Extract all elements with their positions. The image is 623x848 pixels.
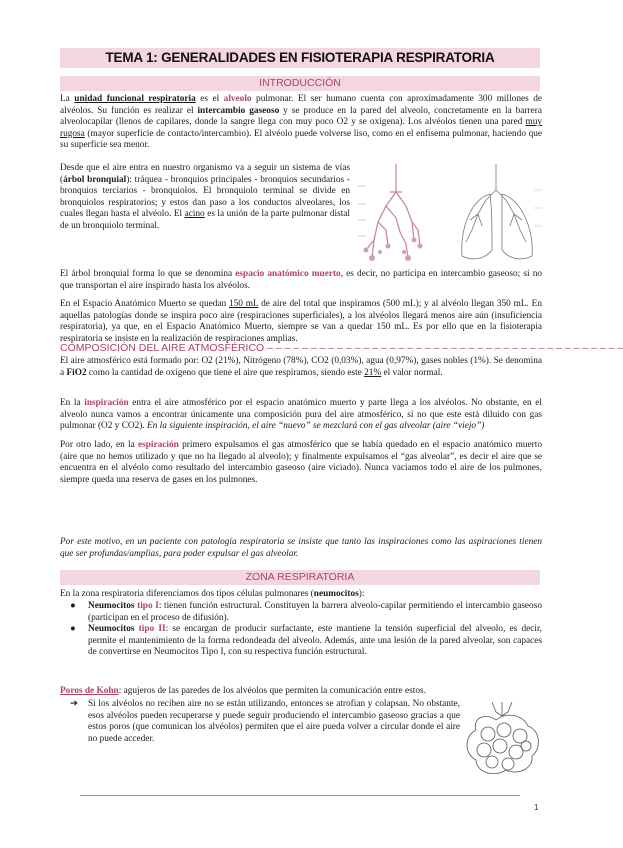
paragraph-volumenes xyxy=(60,299,542,345)
lungs-figure xyxy=(452,160,544,268)
section-heading-aire-label: COMPOSICIÓN DEL AIRE ATMOSFÉRICO xyxy=(60,342,265,354)
paragraph-poros-kohn xyxy=(60,686,542,698)
text-run: Neumocitos xyxy=(88,601,138,611)
paragraph-arbol-bronquial xyxy=(60,163,350,233)
text-run: es la unión de la parte pulmonar distal de un bronquiolo terminal. xyxy=(60,209,351,231)
text-run: La xyxy=(60,94,75,104)
bullet-dot: ● xyxy=(70,601,76,611)
text-run: El aire atmosférico está formado por: O2 (21%), Nitrógeno (78%), CO2 (0,03%), agua (0,97%), gases nobles (1%). Se denomina a xyxy=(60,356,542,378)
section-heading-aire-atmosferico: COMPOSICIÓN DEL AIRE ATMOSFÉRICO – – – – – – – – – – – – – – – – – – – – – – – – – – – – – – – – – – – – – – – – – xyxy=(60,342,623,354)
text-run: tipo I xyxy=(137,601,159,611)
paragraph-composicion xyxy=(60,356,542,379)
text-run: Neumocitos xyxy=(88,624,139,635)
list-item-neumocito-tipo-1 xyxy=(70,601,542,624)
text-run: primero expulsamos el gas atmosférico que se había quedado en el espacio anatómico muerto (aire que no hemos utilizado y que no ha llegado al alveolo); y finalmente expulsamos el “gas alveolar”, es decir el aire que se encuentra en el alvéolo como resultado del intercambio gaseoso (aire viciado). Nunca vaciamos todo el aire de los pulmones, siempre queda una reserva de gases en los pulmones. xyxy=(60,440,542,485)
list-item-poros xyxy=(70,699,460,745)
text-run: En la siguiente inspiración, el aire “nuevo” se mezclará con el gas alveolar (aire “viejo”) xyxy=(147,421,485,432)
neumocitos-list xyxy=(60,601,542,659)
alveoli-figure xyxy=(462,700,544,778)
text-run: acino xyxy=(184,209,205,220)
text-run: ): tráquea - bronquios principales - bronquios secundarios - bronquios terciarios - bronquiolos. El bronquiolo terminal se divide en bronquiolos respiratorios; y estos dan paso a los conductos alveolares, los cuales llegan hasta el alvéolo. El xyxy=(60,174,351,220)
bronchial-tree-figure xyxy=(356,160,446,268)
paragraph-motivo xyxy=(60,537,542,560)
paragraph-espiracion xyxy=(60,440,542,486)
paragraph-inspiracion xyxy=(60,398,542,433)
text-run: : agujeros de las paredes de los alvéolos que permiten la comunicación entre estos. xyxy=(118,686,426,696)
text-run: inspiración xyxy=(84,398,129,408)
text-run: unidad funcional respiratoria xyxy=(74,94,196,104)
bullet-dot: ● xyxy=(70,624,76,635)
text-run: muy rugosa xyxy=(60,117,542,139)
poros-list xyxy=(60,699,460,745)
text-run: el valor normal. xyxy=(381,367,443,378)
text-run: : tienen función estructural. Constituyen la barrera alveolo-capilar permitiendo el intercambio gaseoso (participan en el proceso de difusión). xyxy=(88,601,542,623)
text-run: : se encargan de producir surfactante, este mantiene la tensión superficial del alveolo, es decir, permite el mantenimiento de la forma redondeada del alveolo. Además, ante una lesión de la pared alveolar, son capaces de convertirse en Neumocitos Tipo I, con su respectiva función estructural. xyxy=(88,624,542,658)
text-run: como la cantidad de oxígeno que tiene el aire que respiramos, siendo este xyxy=(86,367,365,378)
text-run: Por otro lado, en la xyxy=(60,440,139,450)
text-run: espiración xyxy=(138,440,179,450)
text-run: 21% xyxy=(364,367,382,378)
text-run: Poros de Kohn xyxy=(60,686,119,696)
text-run: tipo II xyxy=(138,624,166,635)
list-item-neumocito-tipo-2 xyxy=(70,624,542,659)
text-run: Si los alvéolos no reciben aire no se están utilizando, entonces se atrofian y colapsan. No obstante, esos alvéolos pueden recuperarse y puede seguir produciendo el intercambio gaseoso gracias a que estos poros (que comunican los alvéolos) permiten que el aire pueda volver a circular donde el aire no puede acceder. xyxy=(88,699,460,744)
text-run: ): xyxy=(358,589,365,599)
text-run: En la xyxy=(60,398,85,408)
text-run: neumocitos xyxy=(313,589,359,599)
text-run: entra el aire atmosférico por el espacio anatómico muerto y parte llega a los alvéolos. No obstante, en el alveolo nunca vamos a encontrar únicamente una composición pura del aire atmosférico, si no que este está diluido con gas pulmonar (O2 y CO2). xyxy=(60,398,543,432)
page-number: 1 xyxy=(534,803,539,812)
section-heading-introduccion: INTRODUCCIÓN xyxy=(60,76,540,91)
list-item-text xyxy=(88,601,542,623)
bullet-arrow: ➔ xyxy=(70,699,78,709)
text-run: y se produce en la pared del alveolo, concretamente en la barrera alveolocapilar (llenos de capilares, donde la sangre llega con muy poco O2 y se oxigena). Los alvéolos tienen una pared xyxy=(60,105,542,128)
list-item-text xyxy=(88,699,460,744)
text-run: , es decir, no participa en intercambio gaseoso; si no que transportan el aire inspirado hasta los alvéolos. xyxy=(60,269,542,291)
paragraph-unidad-funcional xyxy=(60,94,542,152)
text-run: espacio anatómico muerto xyxy=(235,269,341,279)
text-run: En la zona respiratoria diferenciamos dos tipos células pulmonares ( xyxy=(60,589,314,599)
text-run: alveolo xyxy=(223,94,252,104)
text-run: En el Espacio Anatómico Muerto se quedan xyxy=(60,299,229,309)
text-run: (mayor superficie de contacto/intercambio). El alvéolo puede volverse liso, como en el enfisema pulmonar, haciendo que su superficie sea menor. xyxy=(60,128,542,151)
section-heading-zona-respiratoria: ZONA RESPIRATORIA xyxy=(60,570,540,585)
text-run: es el xyxy=(195,94,224,104)
text-run: Por este motivo, en un paciente con patología respiratoria se insiste que tanto las inspiraciones como las aspiraciones tienen que ser profundas/amplias, para poder expulsar el gas alveolar. xyxy=(60,537,542,559)
text-run: intercambio gaseoso xyxy=(197,105,280,116)
text-run: pulmonar. El ser humano cuenta con aproximadamente 300 millones de alvéolos. Su función es realizar el xyxy=(60,94,542,116)
text-run: Desde que el aire entra en nuestro organismo va a seguir un sistema de vías ( xyxy=(60,163,350,185)
text-run: 150 mL xyxy=(228,299,259,309)
footer-divider xyxy=(80,795,520,796)
text-run: FiO2 xyxy=(66,367,87,378)
text-run: árbol bronquial xyxy=(63,174,127,185)
paragraph-neumocitos xyxy=(60,589,542,601)
list-item-text xyxy=(88,624,542,657)
page-title: TEMA 1: GENERALIDADES EN FISIOTERAPIA RESPIRATORIA xyxy=(60,48,540,68)
text-run: El árbol bronquial forma lo que se denomina xyxy=(60,269,236,279)
paragraph-espacio-muerto xyxy=(60,269,542,292)
text-run: de aire del total que inspiramos (500 mL); y al alvéolo llegan 350 mL. En aquellas patologías donde se inspira poco aire (respiraciones superficiales), a los alvéolos llegará menos aire aún (insuficiencia respiratoria), ya que, en el Espacio Anatómico Muerto, siempre se van a quedar 150 mL. Es por ello que en la fisioterapia respiratoria se insiste en la realización de respiraciones amplias. xyxy=(60,299,542,344)
